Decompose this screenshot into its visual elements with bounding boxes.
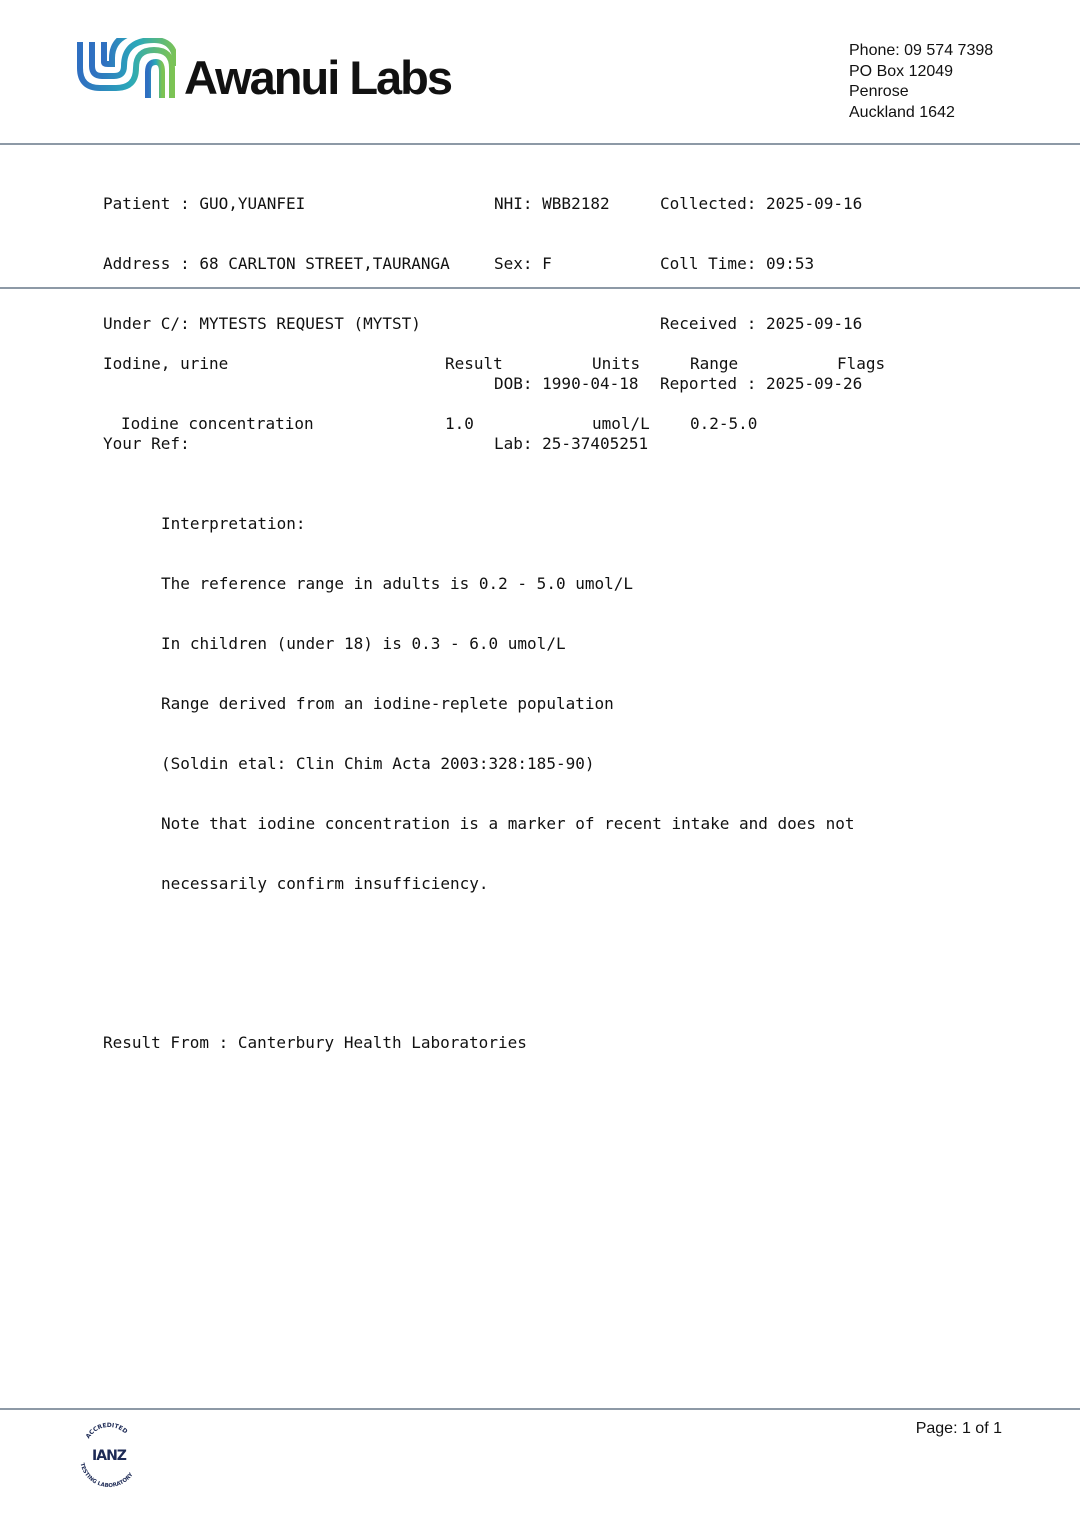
phone-number: Phone: 09 574 7398 (849, 42, 994, 59)
lab-number: Lab: 25-37405251 (494, 434, 649, 453)
date-of-birth: DOB: 1990-04-18 (494, 374, 639, 393)
po-box: PO Box 12049 (849, 62, 954, 80)
svg-text:TESTING LABORATORY (79, 1462, 135, 1489)
flags-header: Flags (837, 354, 886, 373)
under-care-of: Under C/: MYTESTS REQUEST (MYTST) (103, 314, 421, 333)
footer-divider (0, 1408, 1080, 1410)
ianz-accreditation-logo (74, 1420, 144, 1490)
patient-name: Patient : GUO,YUANFEI (103, 194, 306, 213)
header-divider (0, 143, 1080, 145)
ianz-badge-icon (74, 1420, 144, 1490)
collection-time: Coll Time: 09:53 (660, 254, 815, 273)
lab-contact-block (849, 41, 993, 123)
awanui-labs-logo (76, 38, 456, 104)
collected-date: Collected: 2025-09-16 (660, 194, 863, 213)
interpretation-line: The reference range in adults is 0.2 - 5.0 umol/L (161, 574, 634, 593)
results-header-row (103, 354, 886, 374)
reported-date: Reported : 2025-09-26 (660, 374, 863, 393)
test-name-header: Iodine, urine (103, 354, 229, 373)
patient-address: Address : 68 CARLTON STREET,TAURANGA (103, 254, 450, 273)
result-header: Result (445, 354, 503, 373)
awanui-logo-icon (76, 38, 176, 100)
suburb: Penrose (849, 83, 909, 101)
nhi-number: NHI: WBB2182 (494, 194, 610, 213)
your-ref: Your Ref: (103, 434, 190, 453)
result-source: Result From : Canterbury Health Laboratories (103, 1033, 527, 1052)
interpretation-notes (103, 474, 855, 934)
test-name: Iodine concentration (121, 414, 314, 433)
interpretation-line: (Soldin etal: Clin Chim Acta 2003:328:185-90) (161, 754, 595, 773)
range-header: Range (690, 354, 739, 373)
accreditation-bottom-text: TESTING LABORATORY (78, 1462, 135, 1490)
interpretation-line: In children (under 18) is 0.3 - 6.0 umol/L (161, 634, 566, 653)
result-units: umol/L (592, 414, 650, 433)
accreditation-top-text: ACCREDITED (84, 1421, 129, 1441)
result-row (103, 414, 855, 434)
units-header: Units (592, 354, 641, 373)
interpretation-line: Interpretation: (161, 514, 306, 533)
svg-text:ACCREDITED (85, 1422, 129, 1440)
brand-name: Awanui Labs (184, 51, 452, 104)
received-date: Received : 2025-09-16 (660, 314, 863, 333)
patient-sex: Sex: F (494, 254, 552, 273)
patient-divider (0, 287, 1080, 289)
interpretation-line: necessarily confirm insufficiency. (161, 874, 489, 893)
reference-range: 0.2-5.0 (690, 414, 758, 433)
ianz-wordmark: IANZ (92, 1448, 126, 1464)
results-section (103, 314, 886, 1073)
page-number: Page: 1 of 1 (915, 1420, 1002, 1437)
interpretation-line: Note that iodine concentration is a marker of recent intake and does not (161, 814, 855, 833)
result-value: 1.0 (445, 414, 474, 433)
interpretation-line: Range derived from an iodine-replete population (161, 694, 614, 713)
city-postcode: Auckland 1642 (849, 103, 955, 121)
